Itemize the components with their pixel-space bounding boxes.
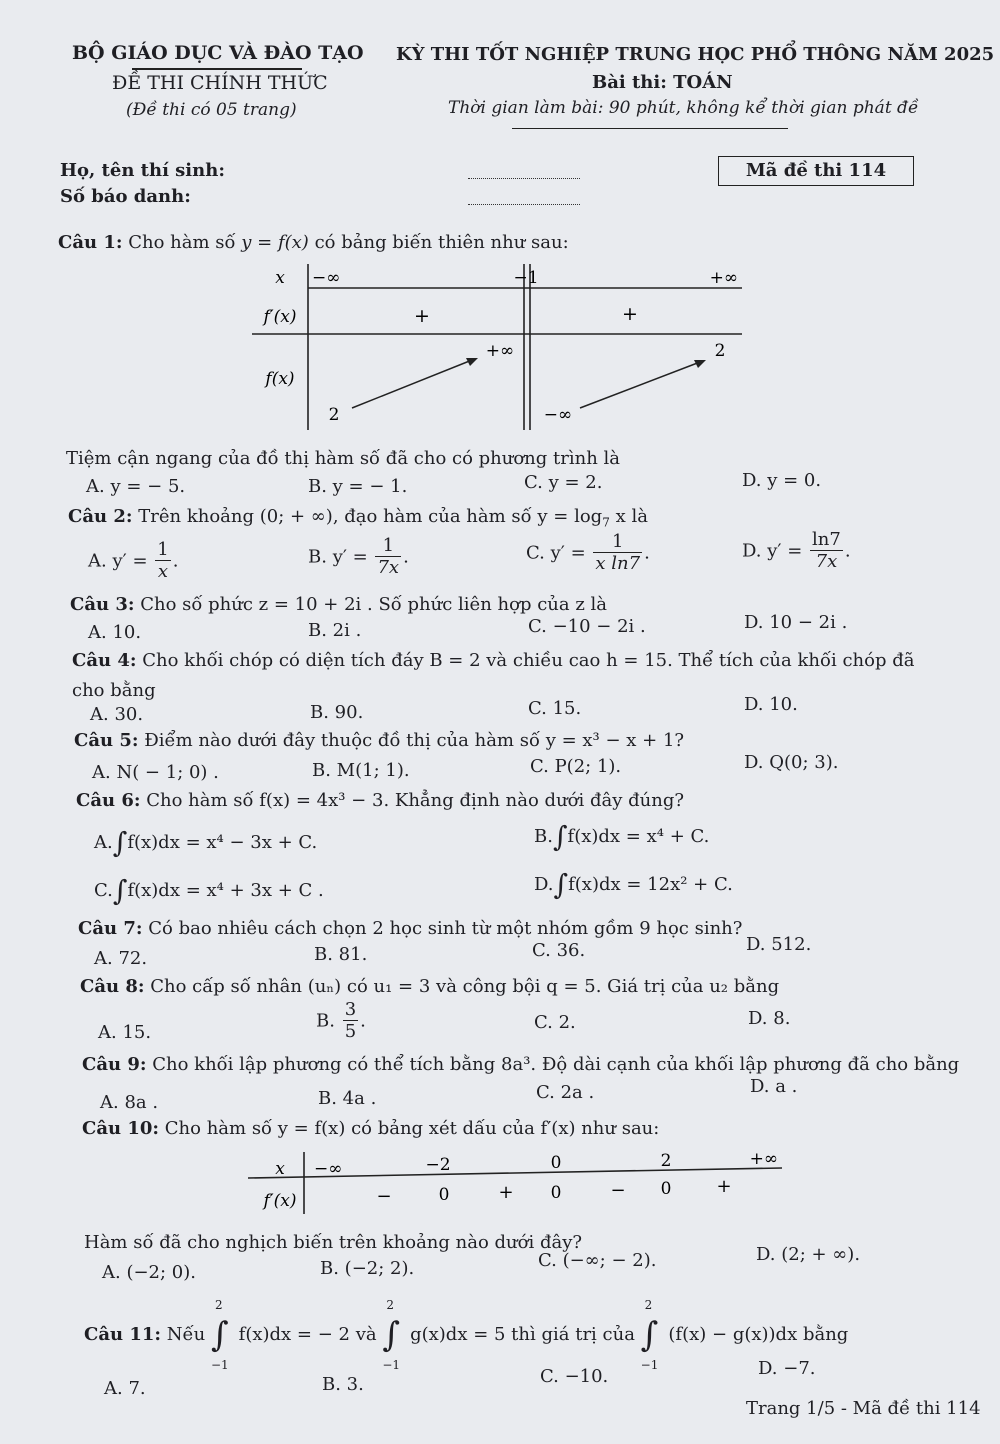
- q4-option-a: A. 30.: [90, 704, 144, 725]
- q11-integral-1: ∫ 2 −1: [210, 1298, 229, 1372]
- q11-integral-2-body: g(x)dx = 5 thì giá trị của: [410, 1324, 635, 1345]
- q1-f-label: f(x): [265, 369, 295, 389]
- q10-stem: [82, 1118, 659, 1139]
- subject-title: Bài thi: TOÁN: [592, 72, 733, 93]
- q7-option-c: C. 36.: [532, 940, 586, 961]
- q6-text: Cho hàm số f(x) = 4x³ − 3. Khẳng định nào dưới đây đúng?: [146, 790, 685, 811]
- q3-option-c: C. −10 − 2i .: [528, 616, 646, 637]
- q2-label: Câu 2:: [68, 506, 133, 527]
- q1-x-pos: +∞: [709, 268, 738, 288]
- exam-code-box: Mã đề thi 114: [718, 156, 914, 186]
- ministry-name: BỘ GIÁO DỤC VÀ ĐÀO TẠO: [72, 42, 364, 64]
- q10-x-neg-inf: −∞: [314, 1159, 343, 1179]
- q10-sign-table: [246, 1150, 786, 1216]
- q4-stem-line1: [72, 650, 914, 671]
- q10-option-a: A. (−2; 0).: [102, 1262, 196, 1283]
- q1-f-left-end: +∞: [485, 341, 515, 361]
- name-label: Họ, tên thí sinh:: [60, 160, 225, 181]
- q11-option-a: A. 7.: [104, 1378, 146, 1399]
- q1-option-a: A. y = − 5.: [86, 476, 186, 497]
- q10-x-label: x: [275, 1159, 285, 1179]
- q2-option-c: C. y′ = $\frac{1}{\text{x ln7}}$ .: [526, 531, 650, 574]
- q1-x-neg: −∞: [312, 268, 341, 288]
- q1-stem: [58, 232, 569, 253]
- q2-text: Trên khoảng (0; + ∞), đạo hàm của hàm số y = log: [138, 506, 603, 527]
- q3-option-a: A. 10.: [88, 622, 142, 643]
- q11-if: Nếu: [166, 1324, 206, 1345]
- q1-question: Tiệm cận ngang của đồ thị hàm số đã cho có phương trình là: [66, 448, 621, 469]
- q11-option-d: D. −7.: [758, 1358, 816, 1379]
- q9-option-b: B. 4a .: [318, 1088, 377, 1109]
- q8-text: Cho cấp số nhân (uₙ) có u₁ = 3 và công bội q = 5. Giá trị của u₂ bằng: [150, 976, 780, 997]
- q8-option-c: C. 2.: [534, 1012, 576, 1033]
- q5-option-d: D. Q(0; 3).: [744, 752, 839, 773]
- q1-arrow-left: [352, 360, 472, 408]
- q10-sign-7: +: [716, 1176, 732, 1197]
- page-footer: Trang 1/5 - Mã đề thi 114: [746, 1398, 981, 1419]
- q4-option-c: C. 15.: [528, 698, 582, 719]
- q11-integral-1-body: f(x)dx = − 2 và: [238, 1324, 377, 1345]
- q10-sign-4: 0: [550, 1183, 562, 1203]
- q2-log-base: 7: [602, 515, 610, 530]
- q10-option-b: B. (−2; 2).: [320, 1258, 415, 1279]
- q4-text-line1: Cho khối chóp có diện tích đáy B = 2 và chiều cao h = 15. Thể tích của khối chóp đã: [142, 650, 915, 671]
- q3-stem: [70, 594, 607, 615]
- q1-fp-left: +: [414, 305, 430, 327]
- q11-label: Câu 11:: [84, 1324, 162, 1345]
- q6-option-b: B.∫f(x)dx = x⁴ + C.: [534, 820, 710, 853]
- time-note: Thời gian làm bài: 90 phút, không kể thời gian phát đề: [448, 98, 919, 118]
- q6-label: Câu 6:: [76, 790, 141, 811]
- q1-option-c: C. y = 2.: [524, 472, 603, 493]
- q8-stem: [80, 976, 779, 997]
- q4-label: Câu 4:: [72, 650, 137, 671]
- q10-sign-3: +: [498, 1182, 514, 1203]
- q4-stem-line2: cho bằng: [72, 680, 156, 701]
- q7-stem: [78, 918, 742, 939]
- time-underline: [512, 128, 788, 129]
- q2-text-end: x là: [609, 506, 648, 527]
- q1-option-b: B. y = − 1.: [308, 476, 408, 497]
- q1-option-d: D. y = 0.: [742, 470, 822, 491]
- q1-arrow-right: [580, 362, 700, 408]
- q5-stem: [74, 730, 684, 751]
- q2-option-a: A. y′ = $\frac{1}{x}$ .: [88, 539, 179, 582]
- q11-integral-2: ∫ 2 −1: [382, 1298, 401, 1372]
- q1-label: Câu 1:: [58, 232, 123, 253]
- q1-fp-label: f′(x): [263, 307, 297, 327]
- q5-option-c: C. P(2; 1).: [530, 756, 622, 777]
- official-label: ĐỀ THI CHÍNH THỨC: [112, 72, 328, 94]
- q10-x-pos-inf: +∞: [749, 1150, 778, 1169]
- q11-option-c: C. −10.: [540, 1366, 609, 1387]
- q5-label: Câu 5:: [74, 730, 139, 751]
- q1-f-left-start: 2: [328, 405, 340, 425]
- ministry-underline: [132, 68, 302, 70]
- q10-sign-1: −: [376, 1186, 392, 1207]
- id-dotted-line: [468, 190, 580, 205]
- q10-x-2: 2: [660, 1151, 672, 1171]
- q1-fp-right: +: [622, 303, 638, 325]
- q9-option-c: C. 2a .: [536, 1082, 595, 1103]
- q11-integral-3-body: (f(x) − g(x))dx bằng: [668, 1324, 849, 1345]
- q1-func: y = f(x): [241, 232, 309, 253]
- q5-text: Điểm nào dưới đây thuộc đồ thị của hàm số y = x³ − x + 1?: [144, 730, 685, 751]
- q4-option-d: D. 10.: [744, 694, 798, 715]
- q7-option-d: D. 512.: [746, 934, 812, 955]
- q11-option-b: B. 3.: [322, 1374, 364, 1395]
- q10-sign-2: 0: [438, 1185, 450, 1205]
- q7-option-b: B. 81.: [314, 944, 368, 965]
- q6-option-c: C.∫f(x)dx = x⁴ + 3x + C .: [94, 874, 324, 907]
- q10-text: Cho hàm số y = f(x) có bảng xét dấu của f′(x) như sau:: [164, 1118, 660, 1139]
- q3-option-d: D. 10 − 2i .: [744, 612, 848, 633]
- q1-f-right-start: −∞: [543, 405, 573, 425]
- q8-label: Câu 8:: [80, 976, 145, 997]
- q1-variation-table: [250, 262, 750, 432]
- q9-option-d: D. a .: [750, 1076, 798, 1097]
- q6-stem: [76, 790, 684, 811]
- q9-label: Câu 9:: [82, 1054, 147, 1075]
- q10-option-c: C. (−∞; − 2).: [538, 1250, 657, 1271]
- q10-fp-label: f′(x): [263, 1191, 297, 1211]
- q8-option-d: D. 8.: [748, 1008, 791, 1029]
- q10-option-d: D. (2; + ∞).: [756, 1244, 861, 1265]
- q9-option-a: A. 8a .: [100, 1092, 159, 1113]
- q1-x-label: x: [275, 268, 285, 288]
- q10-x-neg2: −2: [425, 1155, 451, 1175]
- q2-option-b: B. y′ = $\frac{1}{7x}$ .: [308, 535, 409, 578]
- q7-option-a: A. 72.: [94, 948, 148, 969]
- q5-option-a: A. N( − 1; 0) .: [92, 762, 219, 783]
- q4-option-b: B. 90.: [310, 702, 364, 723]
- q3-option-b: B. 2i .: [308, 620, 362, 641]
- q1-x-mid: −1: [513, 268, 539, 288]
- q10-x-zero: 0: [550, 1153, 562, 1173]
- q2-option-d: D. y′ = $\frac{\ln 7}{7x}$ .: [742, 529, 851, 572]
- q11-integral-3: ∫ 2 −1: [640, 1298, 659, 1372]
- pages-note: (Đề thi có 05 trang): [126, 100, 297, 120]
- q10-question: Hàm số đã cho nghịch biến trên khoảng nào dưới đây?: [84, 1232, 583, 1253]
- q6-option-a: A.∫f(x)dx = x⁴ − 3x + C.: [94, 826, 318, 859]
- q9-text: Cho khối lập phương có thể tích bằng 8a³. Độ dài cạnh của khối lập phương đã cho bằng: [152, 1054, 960, 1075]
- q7-text: Có bao nhiêu cách chọn 2 học sinh từ một nhóm gồm 9 học sinh?: [148, 918, 743, 939]
- q1-text-a: Cho hàm số: [128, 232, 236, 253]
- q10-label: Câu 10:: [82, 1118, 160, 1139]
- q6-option-d: D.∫f(x)dx = 12x² + C.: [534, 868, 733, 901]
- q3-text: Cho số phức z = 10 + 2i . Số phức liên hợp của z là: [140, 594, 608, 615]
- q1-f-right-end: 2: [714, 341, 726, 361]
- q1-text-b: có bảng biến thiên như sau:: [314, 232, 569, 253]
- q8-option-a: A. 15.: [98, 1022, 152, 1043]
- q9-stem: [82, 1054, 959, 1075]
- q2-stem: [68, 506, 648, 530]
- name-dotted-line: [468, 162, 580, 179]
- q7-label: Câu 7:: [78, 918, 143, 939]
- q5-option-b: B. M(1; 1).: [312, 760, 410, 781]
- id-label: Số báo danh:: [60, 186, 191, 207]
- q10-sign-5: −: [610, 1180, 626, 1201]
- q8-option-b: B. $\frac{3}{5}$ .: [316, 999, 366, 1042]
- q3-label: Câu 3:: [70, 594, 135, 615]
- q10-sign-6: 0: [660, 1179, 672, 1199]
- exam-title: KỲ THI TỐT NGHIỆP TRUNG HỌC PHỔ THÔNG NĂM 2025: [396, 44, 995, 65]
